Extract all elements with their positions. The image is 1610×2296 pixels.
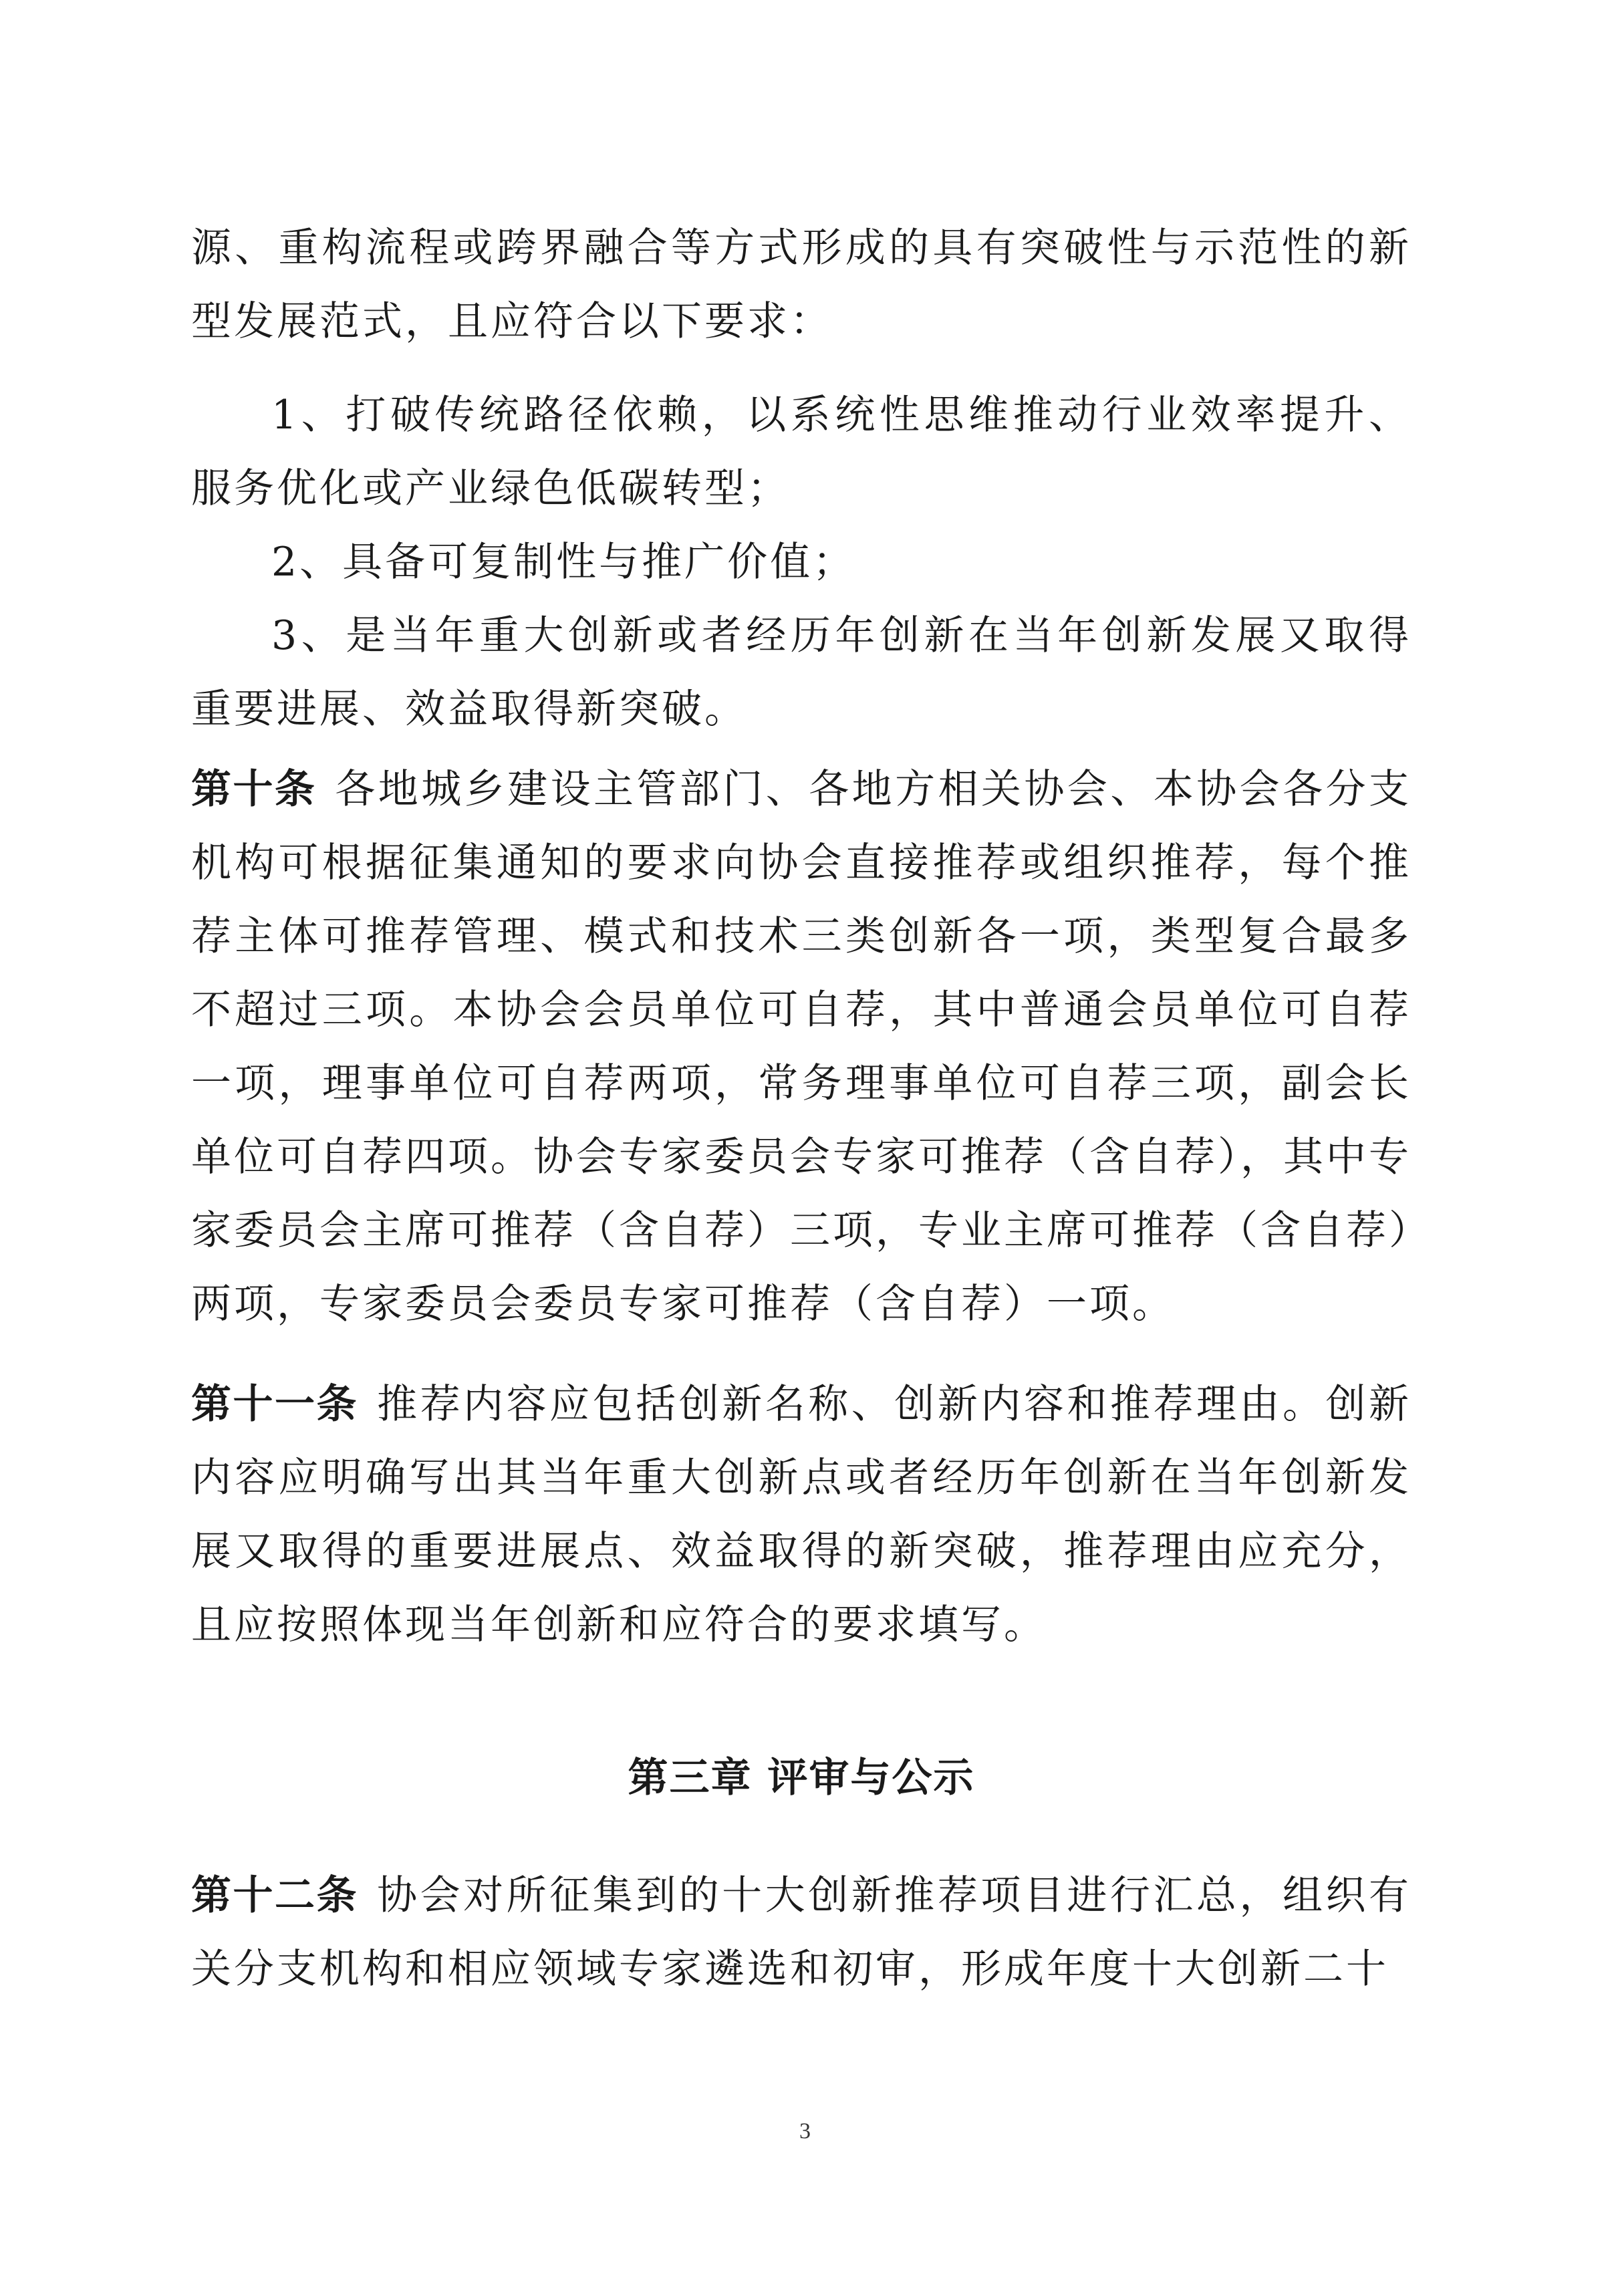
article-12-text: 协会对所征集到的十大创新推荐项目进行汇总，组织有关分支机构和相应领域专家遴选和初审，形成年度十大创新二十 [191,1872,1412,1993]
article-12 [191,1859,1412,2006]
article-12-paragraph [191,1859,1412,2006]
article-11-paragraph [191,1368,1412,1662]
article-12-label: 第十二条 [191,1872,359,1919]
chapter-heading: 第三章 评审与公示 [628,1755,975,1801]
article-10-paragraph [191,753,1412,1341]
requirement-item-2: 2、具备可复制性与推广价值； [271,539,856,586]
requirements-list [191,378,1412,746]
article-11 [191,1368,1412,1662]
article-11-text: 推荐内容应包括创新名称、创新内容和推荐理由。创新内容应明确写出其当年重大创新点或者经历年创新在当年创新发展又取得的重要进展点、效益取得的新突破，推荐理由应充分，且应按照体现当年创新和应符合的要求填写。 [191,1381,1412,1648]
article-11-label: 第十一条 [191,1381,359,1428]
page-number: 3 [799,2119,811,2144]
article-10-text: 各地城乡建设主管部门、各地方相关协会、本协会各分支机构可根据征集通知的要求向协会直接推荐或组织推荐，每个推荐主体可推荐管理、模式和技术三类创新各一项，类型复合最多不超过三项。本协会会员单位可自荐，其中普通会员单位可自荐一项，理事单位可自荐两项，常务理事单位可自荐三项，副会长单位可自荐四项。协会专家委员会专家可推荐（含自荐），其中专家委员会主席可推荐（含自荐）三项，专业主席可推荐（含自荐）两项，专家委员会委员专家可推荐（含自荐）一项。 [191,766,1412,1327]
article-10 [191,753,1412,1341]
requirement-item-1: 1、打破传统路径依赖，以系统性思维推动行业效率提升、服务优化或产业绿色低碳转型； [191,392,1412,512]
continuation-paragraph-block [191,211,1412,358]
requirement-item-3: 3、是当年重大创新或者经历年创新在当年创新发展又取得重要进展、效益取得新突破。 [191,612,1412,733]
continuation-paragraph: 源、重构流程或跨界融合等方式形成的具有突破性与示范性的新型发展范式，且应符合以下要求： [191,225,1412,345]
article-10-label: 第十条 [191,766,317,813]
